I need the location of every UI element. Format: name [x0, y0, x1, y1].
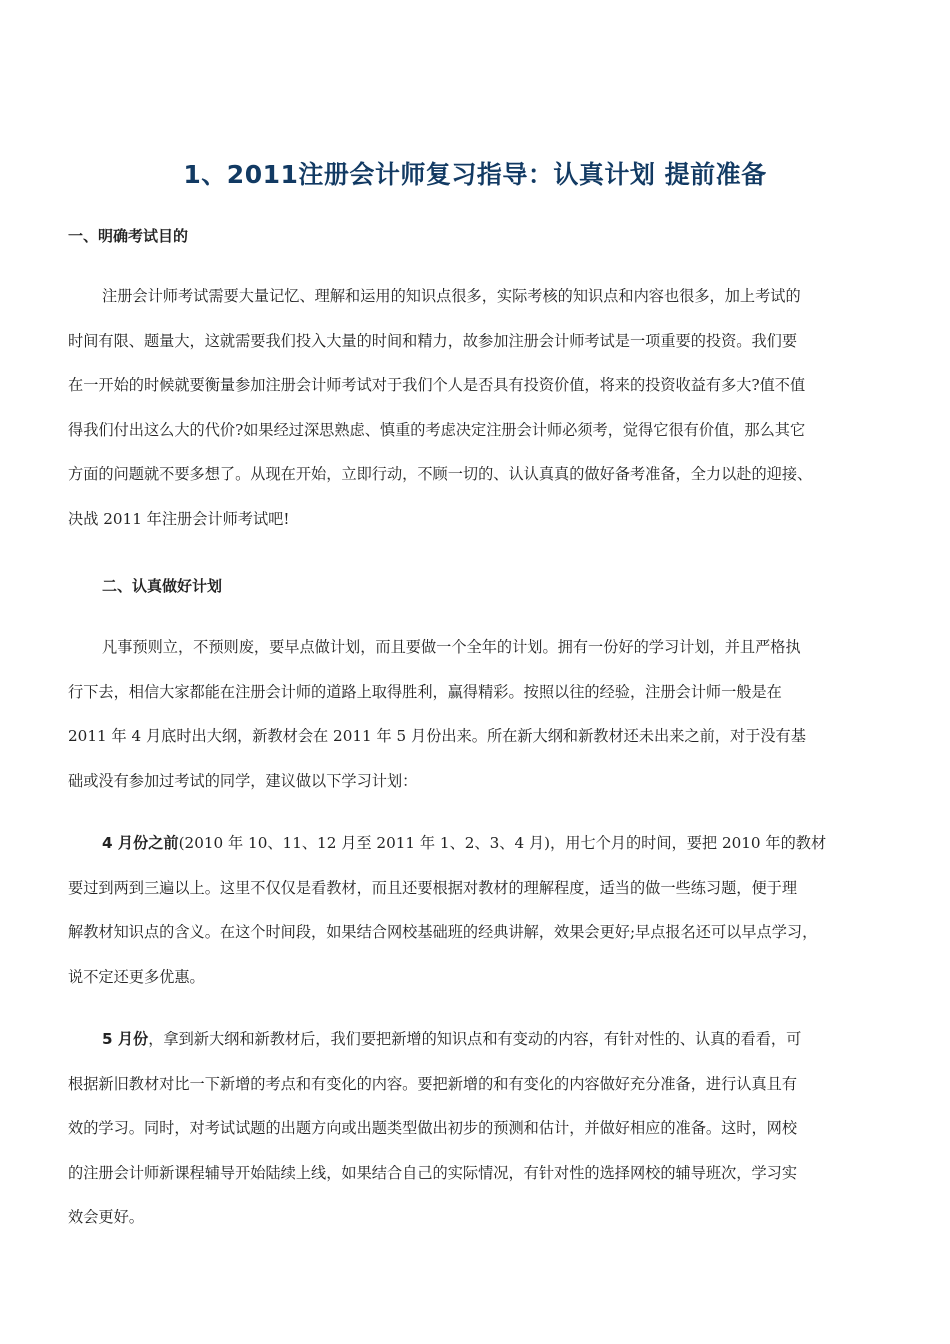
- paragraph-line: 根据新旧教材对比一下新增的考点和有变化的内容。要把新增的和有变化的内容做好充分准备，进行认真且有: [68, 1074, 797, 1093]
- paragraph-may: [68, 1017, 888, 1240]
- paragraph-line: 说不定还更多优惠。: [68, 967, 205, 986]
- paragraph-line: [68, 821, 888, 866]
- paragraph-line: 要过到两到三遍以上。这里不仅仅是看教材，而且还要根据对教材的理解程度，适当的做一些练习题，便于理: [68, 878, 797, 897]
- paragraph-line: 得我们付出这么大的代价?如果经过深思熟虑、慎重的考虑决定注册会计师必须考，觉得它很有价值，那么其它: [68, 420, 806, 439]
- paragraph-line: [68, 1017, 888, 1062]
- paragraph-line: 时间有限、题量大，这就需要我们投入大量的时间和精力，故参加注册会计师考试是一项重要的投资。我们要: [68, 331, 797, 350]
- paragraph-exam-purpose: [68, 274, 888, 542]
- paragraph-line: 行下去，相信大家都能在注册会计师的道路上取得胜利，赢得精彩。按照以往的经验，注册会计师一般是在: [68, 682, 782, 701]
- line-rest: ，拿到新大纲和新教材后，我们要把新增的知识点和有变动的内容，有针对性的、认真的看看，可: [148, 1030, 802, 1048]
- section-heading-1: 一、明确考试目的: [68, 227, 189, 245]
- paragraph-line: 凡事预则立，不预则废，要早点做计划，而且要做一个全年的计划。拥有一份好的学习计划，并且严格执: [102, 638, 801, 656]
- paragraph-line: 解教材知识点的含义。在这个时间段，如果结合网校基础班的经典讲解，效果会更好;早点报名还可以早点学习，: [68, 923, 818, 942]
- bold-lead-april: 4 月份之前: [102, 834, 179, 852]
- section-heading-2: 二、认真做好计划: [102, 577, 223, 595]
- paragraph-line: 效的学习。同时，对考试试题的出题方向或出题类型做出初步的预测和估计，并做好相应的准备。这时，网校: [68, 1119, 797, 1138]
- paragraph-line: 注册会计师考试需要大量记忆、理解和运用的知识点很多，实际考核的知识点和内容也很多，加上考试的: [102, 287, 801, 305]
- paragraph-line: 方面的问题就不要多想了。从现在开始，立即行动，不顾一切的、认认真真的做好备考准备，全力以赴的迎接、: [68, 465, 813, 484]
- paragraph-line: 在一开始的时候就要衡量参加注册会计师考试对于我们个人是否具有投资价值，将来的投资收益有多大?值不值: [68, 376, 806, 395]
- bold-lead-may: 5 月份: [102, 1030, 149, 1048]
- paragraph-line: 2011 年 4 月底时出大纲，新教材会在 2011 年 5 月份出来。所在新大纲和新教材还未出来之前，对于没有基: [68, 727, 806, 746]
- paragraph-line: 础或没有参加过考试的同学，建议做以下学习计划：: [68, 771, 418, 790]
- paragraph-line: 的注册会计师新课程辅导开始陆续上线，如果结合自己的实际情况，有针对性的选择网校的辅导班次，学习实: [68, 1163, 797, 1182]
- paragraph-line: 决战 2011 年注册会计师考试吧!: [68, 509, 290, 528]
- paragraph-plan: [68, 625, 888, 803]
- line-rest: (2010 年 10、11、12 月至 2011 年 1、2、3、4 月)，用七个月的时间，要把 2010 年的教材: [178, 834, 827, 852]
- paragraph-line: 效会更好。: [68, 1208, 144, 1227]
- document-title: 1、2011注册会计师复习指导：认真计划 提前准备: [183, 160, 767, 189]
- paragraph-before-april: [68, 821, 888, 999]
